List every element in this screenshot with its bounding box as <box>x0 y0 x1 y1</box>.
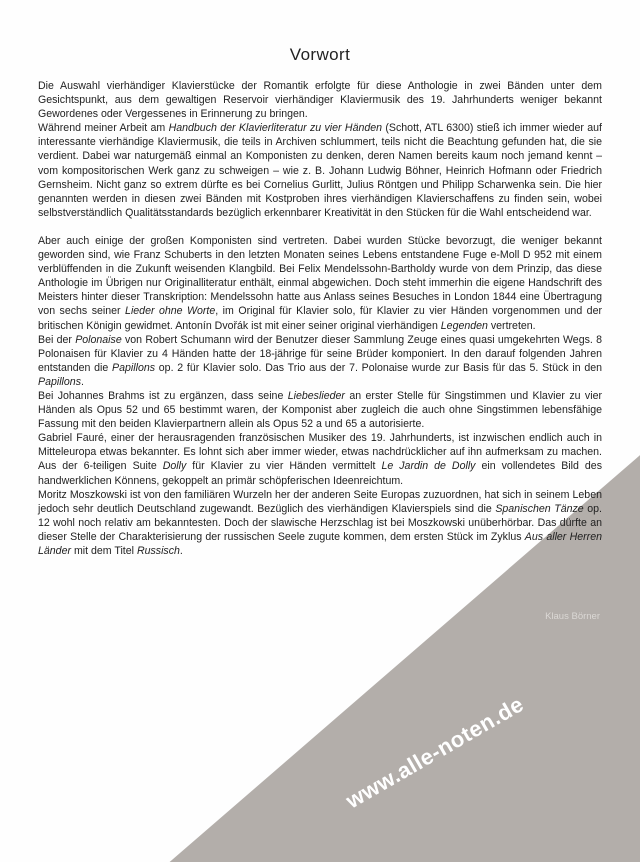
page-title: Vorwort <box>289 45 351 65</box>
paragraph-3: Aber auch einige der großen Komponisten sind vertreten. Dabei wurden Stücke bevorzugt, die weniger bekannt geworden sind, wie Franz Schuberts in den letzten Monaten seines Lebens entstandene Fuge e-Moll D 952 mit einem verblüffenden in die Zukunft weisenden Klangbild. Bei Felix Mendelssohn-Bartholdy wurde von dem Prinzip, das diese Anthologie im Übrigen nur Originalliteratur enthält, einmal abgewichen. Doch steht immerhin die eigene Handschrift des Meisters hinter dieser Transkription: Mendelssohn hatte aus Anlass seines Besuches in London 1844 eine Übertragung von sechs seiner Lieder ohne Worte, im Original für Klavier solo, für Klavier zu vier Händen vorgenommen und der britischen Königin gewidmet. Antonín Dvořák ist mit einer seiner original vierhändigen Legenden vertreten. <box>38 234 602 332</box>
paragraph-7: Moritz Moszkowski ist von den familiären Wurzeln her der anderen Seite Europas zuzuordnen, hat sich in seinem Leben jedoch sehr deutlich Deutschland zugewandt. Bezüglich des vierhändigen Klavierspiels sind die Spanischen Tänze op. 12 wohl noch relativ am bekanntesten. Doch der slawische Herzschlag ist bei Moszkowski unüberhörbar. Das dürfte an dieser Stelle der Charakterisierung der russischen Seele zugute kommen, dem ersten Stück im Zyklus Aus aller Herren Länder mit dem Titel Russisch. <box>38 488 602 557</box>
watermark-url-text: www.alle-noten.de <box>341 691 528 814</box>
paragraph-2: Während meiner Arbeit am Handbuch der Klavierliteratur zu vier Händen (Schott, ATL 6300) stieß ich immer wieder auf interessante vierhändige Klaviermusik, die teils in Archiven schlummert, teils nicht die Beachtung gefunden hat, die sie verdient. Dabei war naturgemäß einmal an Komponisten zu denken, deren Namen bereits kaum noch jemand kennt – vom kompositorischen Werk ganz zu schweigen – wie z. B. Johann Ludwig Böhner, Heinrich Hofmann oder Friedrich Gernsheim. Nicht ganz so extrem dürfte es bei Cornelius Gurlitt, Julius Röntgen und Philipp Scharwenka sein. Die hier genannten werden in diesen zwei Bänden mit Kostproben ihres vierhändigen Klavierschaffens zu finden sein, wobei selbstverständlich Qualitätsstandards bezüglich erkennbarer Kreativität in den Stücken für die Wahl entscheidend war. <box>38 122 602 219</box>
paragraph-4: Bei der Polonaise von Robert Schumann wird der Benutzer dieser Sammlung Zeuge eines quasi umgekehrten Wegs. 8 Polonaisen für Klavier zu 4 Händen hatte der 18-jährige für seine Brüder komponiert. In den darauf folgenden Jahren entstanden die Papillons op. 2 für Klavier solo. Das Trio aus der 7. Polonaise wurde zur Basis für das 5. Stück in den Papillons. <box>38 333 602 388</box>
paragraph-6: Gabriel Fauré, einer der herausragenden französischen Musiker des 19. Jahrhunderts, ist inzwischen endlich auch in Mitteleuropa etwas bekannter. Es lohnt sich aber immer wieder, etwas nachdrücklicher auf ihn aufmerksam zu machen. Aus der 6-teiligen Suite Dolly für Klavier zu vier Händen vermittelt Le Jardin de Dolly ein vollendetes Bild des handwerklichen Könnens, gekoppelt an primär schöpferischen Ideenreichtum. <box>38 432 602 487</box>
preface-text <box>38 79 602 558</box>
author-signature: Klaus Börner <box>545 611 600 622</box>
paragraph-5: Bei Johannes Brahms ist zu ergänzen, dass seine Liebeslieder an erster Stelle für Singstimmen und Klavier zu vier Händen als Opus 52 und 65 bestimmt waren, der Komponist aber zugleich die auch ohne Singstimmen lebensfähige Fassung mit den beiden Klavierpartnern allein als Opus 52 a und 65 a autorisierte. <box>38 389 603 431</box>
paragraph-1: Die Auswahl vierhändiger Klavierstücke der Romantik erfolgte für diese Anthologie in zwei Bänden unter dem Gesichtspunkt, aus dem gewaltigen Reservoir vierhändiger Klaviermusik des 19. Jahrhunderts weniger bekannt Gewordenes oder Vergessenes in Erinnerung zu bringen. <box>38 80 602 121</box>
